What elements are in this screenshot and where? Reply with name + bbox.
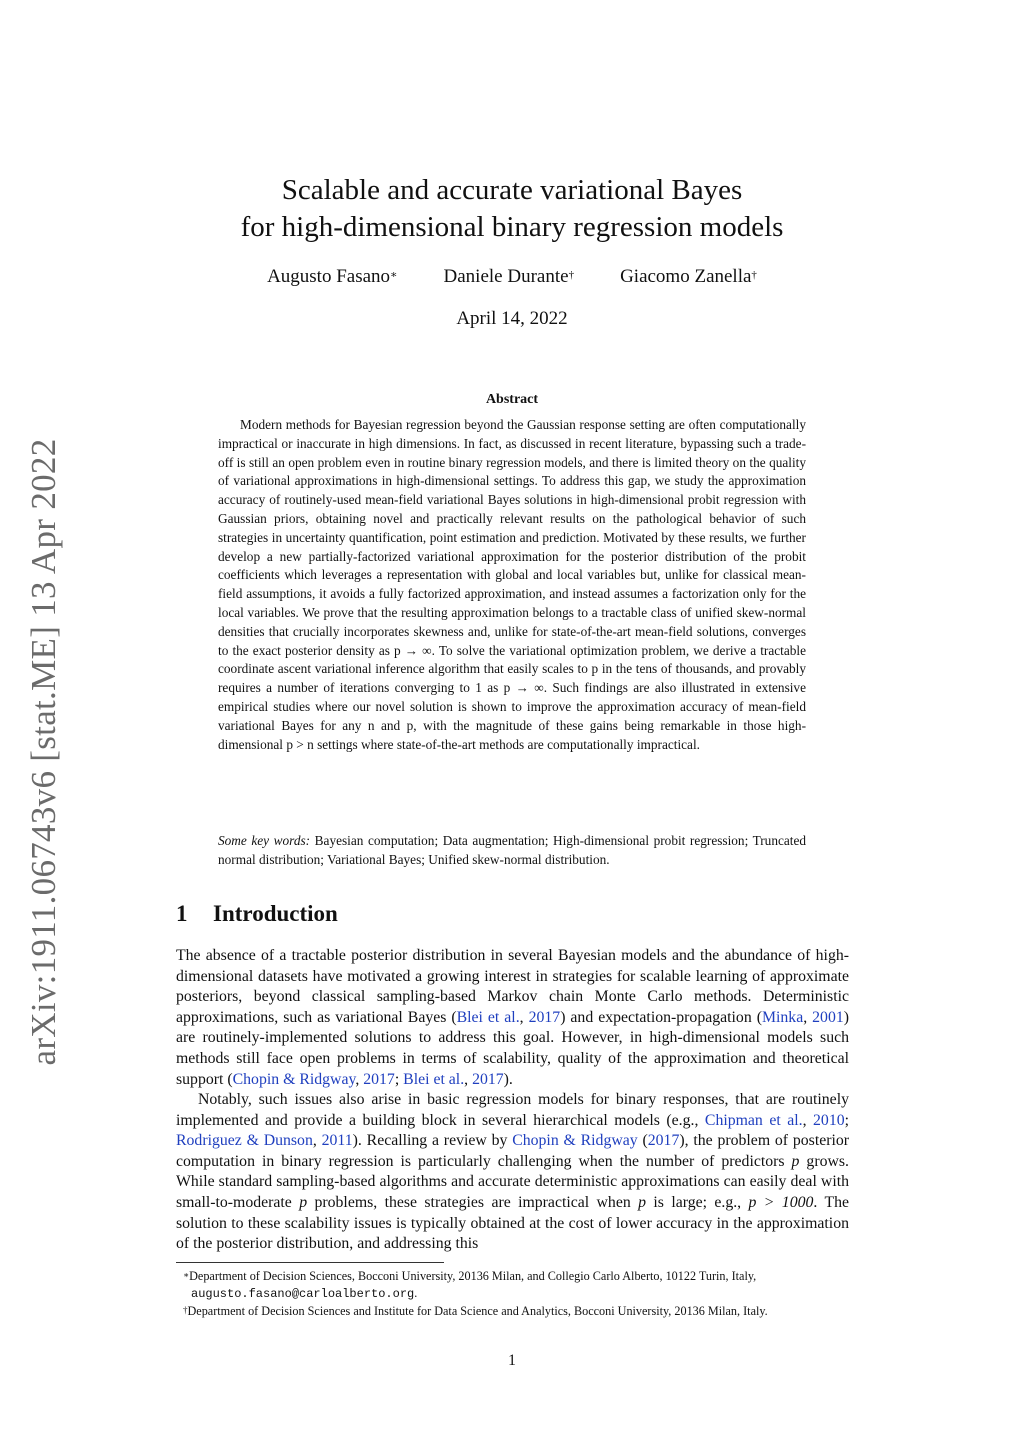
citation-link[interactable]: 2017 [647,1132,680,1150]
citation-link[interactable]: Chopin & Ridgway [512,1132,638,1150]
math-symbol: p [791,1152,800,1170]
footnote-text: . [414,1286,418,1300]
text-run: ). [503,1070,513,1088]
text-run: ( [637,1132,648,1150]
footnote-text: Department of Decision Sciences, Bocconi University, 20136 Milan, and Collegio Carlo Alberto, 10122 Turin, Italy, [189,1269,757,1283]
text-run: grows. While standard sampling-based algorithms and accurate deterministic approximations can easily deal with small-to-moderate [176,1152,849,1211]
footnote-2 [176,1303,849,1320]
affiliation-mark: † [751,269,757,281]
abstract-text: Modern methods for Bayesian regression beyond the Gaussian response setting are often computationally impractical or inaccurate in high dimensions. In fact, as discussed in recent literature, bypassing such a trade-off is still an open problem even in routine binary regression models, and there is limited theory on the quality of variational approximations in high-dimensional settings. To address this gap, we study the approximation accuracy of routinely-used mean-field variational Bayes solutions in high-dimensional probit regression with Gaussian priors, obtaining novel and practically relevant results on the pathological behavior of such strategies in uncertainty quantification, point estimation and prediction. Motivated by these results, we further develop a new partially-factorized variational approximation for the posterior distribution of the probit coefficients which leverages a representation with global and local variables but, unlike for classical mean-field assumptions, it avoids a fully factorized approximation, and instead assumes a factorization only for the local variables. We prove that the resulting approximation belongs to a tractable class of unified skew-normal densities that crucially incorporates skewness and, unlike for state-of-the-art mean-field solutions, converges to the exact posterior density as p → ∞. To solve the variational optimization problem, we derive a tractable coordinate ascent variational inference algorithm that easily scales to p in the tens of thousands, and provably requires a number of iterations converging to 1 as p → ∞. Such findings are also illustrated in extensive empirical studies where our novel solution is shown to improve the approximation accuracy of mean-field variational Bayes for any n and p, with the magnitude of these gains being remarkable in those high-dimensional p > n settings where state-of-the-art methods are computationally impractical. [218,417,806,752]
text-run: problems, these strategies are impractical when [307,1193,639,1211]
math-symbol: p [299,1193,308,1211]
text-run: ; [844,1111,849,1129]
text-run: , [355,1070,364,1088]
publication-date: April 14, 2022 [456,308,568,329]
citation-link[interactable]: 2010 [813,1111,845,1129]
section-heading-introduction [176,898,338,930]
citation-link[interactable]: Chopin & Ridgway [232,1070,356,1088]
affiliation-mark: † [568,269,575,281]
intro-paragraph-1 [176,946,849,1090]
footnote-1 [176,1268,849,1303]
author-name: Giacomo Zanella [620,266,752,287]
text-run: is large; e.g., [646,1193,749,1211]
citation-link[interactable]: Rodriguez & Dunson [176,1132,313,1150]
keywords [218,832,806,870]
author-durante [444,264,575,290]
text-run: The absence of a tractable posterior distribution in several Bayesian models and the abundance of high-dimensional datasets have motivated a growing interest in strategies for scalable learning of approximate posteriors, beyond classical sampling-based Markov chain Monte Carlo methods. Deterministic approximations, such as variational Bayes ( [176,947,849,1026]
footnote-divider [176,1262,444,1263]
text-run: ). Recalling a review by [352,1132,513,1150]
citation-link[interactable]: 2017 [363,1070,395,1088]
footnote-mark: ∗ [183,1270,190,1280]
citation-link[interactable]: Blei et al. [456,1008,520,1026]
author-name: Augusto Fasano [267,266,391,287]
footnotes [176,1268,849,1320]
footnote-mark: † [183,1305,188,1315]
citation-link[interactable]: Blei et al. [403,1070,465,1088]
text-run: ) and expectation-propagation ( [560,1008,762,1026]
text-run: Notably, such issues also arise in basic regression models for binary responses, that are routinely implemented and provide a building block in several hierarchical models (e.g., [176,1091,849,1129]
intro-paragraph-2 [176,1090,849,1255]
author-fasano [267,264,397,290]
text-run: , [519,1008,529,1026]
section-title: Introduction [213,901,338,926]
arxiv-identifier-stamp: arXiv:1911.06743v6 [stat.ME] 13 Apr 2022 [24,438,63,1066]
text-run: , [802,1111,814,1129]
text-run: , [803,1008,813,1026]
text-run: ) are routinely-implemented solutions to address this goal. However, in high-dimensional models such methods still face open problems in terms of scalability, quality of the approximation and theoretical support ( [176,1008,850,1088]
citation-link[interactable]: 2011 [321,1132,353,1150]
title-line-1: Scalable and accurate variational Bayes [281,174,743,206]
text-run: ; [394,1070,404,1088]
citation-link[interactable]: 2017 [528,1008,561,1026]
citation-link[interactable]: 2001 [812,1008,844,1026]
keywords-label: Some key words: [218,833,311,848]
math-symbol: p [638,1193,647,1211]
author-name: Daniele Durante [443,266,569,287]
text-run: . The solution to these scalability issues is typically obtained at the cost of lower accuracy in the approximation of the posterior distribution, and addressing this [176,1193,850,1253]
text-run: , [464,1070,473,1088]
citation-link[interactable]: 2017 [472,1070,504,1088]
paper-title [0,172,1024,246]
page-number: 1 [508,1352,516,1369]
citation-link[interactable]: Chipman et al. [704,1111,803,1129]
citation-link[interactable]: Minka [761,1008,804,1026]
math-expression: p > 1000 [748,1193,814,1211]
keywords-text: Bayesian computation; Data augmentation; High-dimensional probit regression; Truncated normal distribution; Variational Bayes; Unified skew-normal distribution. [218,833,807,867]
author-email[interactable]: augusto.fasano@carloalberto.org [191,1287,415,1301]
author-zanella [620,264,757,290]
author-list [0,264,1024,290]
abstract-heading: Abstract [485,392,539,407]
text-run: , [312,1132,322,1150]
section-number: 1 [176,901,188,926]
title-line-2: for high-dimensional binary regression models [240,211,784,243]
footnote-text: Department of Decision Sciences and Institute for Data Science and Analytics, Bocconi University, 20136 Milan, Italy. [187,1304,768,1318]
affiliation-mark: ∗ [390,269,398,281]
text-run: ), the problem of posterior computation in binary regression is particularly challenging when the number of predictors [176,1132,850,1170]
